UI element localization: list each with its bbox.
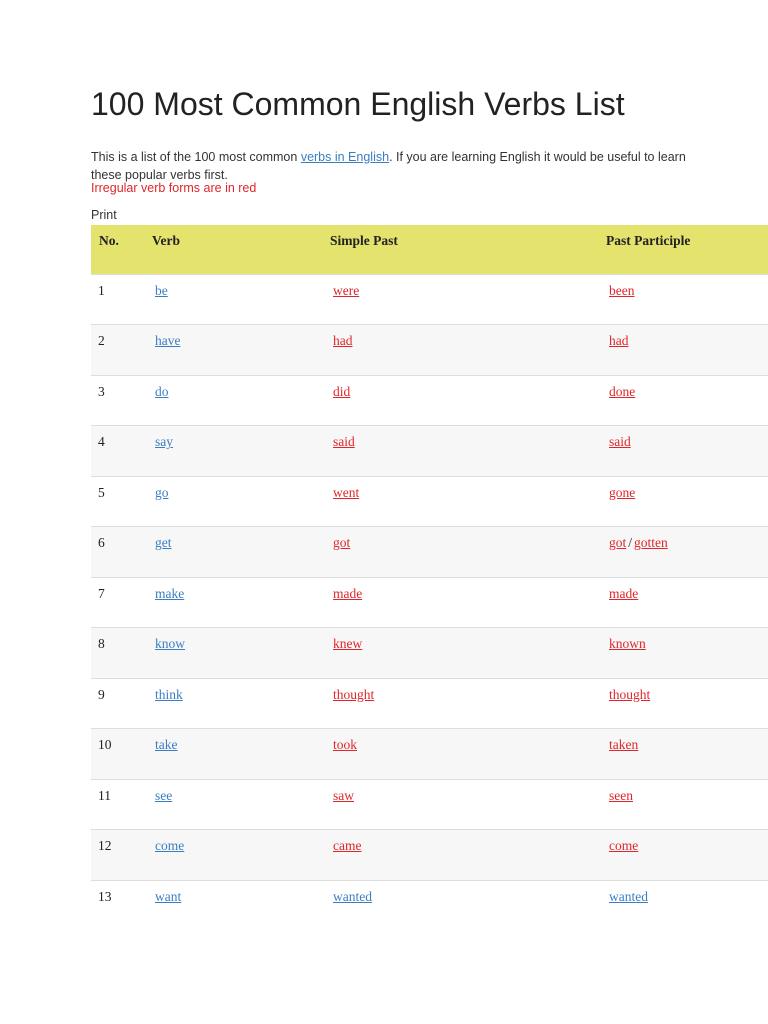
verb-link[interactable]: do: [155, 383, 169, 399]
past-participle-cell: [601, 577, 768, 628]
verb-link[interactable]: want: [155, 888, 182, 904]
past-participle-cell: [601, 476, 768, 527]
verb-link[interactable]: take: [155, 737, 178, 752]
table-row: [91, 779, 768, 830]
past-participle-cell: [601, 426, 768, 477]
verb-cell: [148, 325, 325, 376]
row-number: 13: [98, 888, 112, 904]
simple-past-cell: [325, 830, 601, 881]
row-number: 11: [98, 787, 111, 803]
past-participle-link[interactable]: wanted: [609, 888, 648, 904]
verb-link[interactable]: come: [155, 838, 185, 853]
past-participle-alt-link[interactable]: gotten: [634, 535, 668, 550]
verb-link[interactable]: have: [155, 333, 181, 348]
simple-past-link[interactable]: made: [333, 585, 363, 601]
intro-paragraph: [91, 148, 691, 184]
verb-cell: [148, 527, 325, 578]
simple-past-cell: [325, 729, 601, 780]
past-participle-link[interactable]: thought: [609, 686, 651, 702]
header-no: No.: [99, 233, 119, 248]
simple-past-cell: [325, 577, 601, 628]
page-title: 100 Most Common English Verbs List: [91, 86, 625, 122]
past-participle-cell: [601, 375, 768, 426]
row-number: 12: [98, 838, 112, 853]
verb-cell: [148, 729, 325, 780]
verb-cell: [148, 678, 325, 729]
irregular-note: Irregular verb forms are in red: [91, 181, 257, 195]
table-row: [91, 678, 768, 729]
verb-cell: [148, 375, 325, 426]
row-number: 1: [98, 282, 105, 298]
simple-past-link[interactable]: thought: [333, 686, 375, 702]
past-participle-cell: [601, 325, 768, 376]
past-participle-cell: [601, 779, 768, 830]
table-row: [91, 426, 768, 477]
table-row: [91, 628, 768, 679]
simple-past-link[interactable]: knew: [333, 636, 363, 651]
simple-past-link[interactable]: said: [333, 434, 355, 449]
verb-link[interactable]: say: [155, 434, 173, 449]
table-row: [91, 880, 768, 931]
verb-link[interactable]: think: [155, 686, 183, 702]
verb-cell: [148, 274, 325, 325]
verb-link[interactable]: get: [155, 535, 172, 550]
intro-text-before: This is a list of the 100 most common: [91, 149, 301, 164]
past-participle-cell: [601, 880, 768, 931]
verbs-table: [91, 225, 768, 931]
past-participle-link[interactable]: taken: [609, 737, 639, 752]
verb-cell: [148, 476, 325, 527]
simple-past-cell: [325, 527, 601, 578]
verb-link[interactable]: go: [155, 484, 169, 500]
print-link[interactable]: Print: [91, 208, 117, 222]
past-participle-link[interactable]: come: [609, 838, 639, 853]
simple-past-cell: [325, 426, 601, 477]
simple-past-link[interactable]: went: [333, 484, 360, 500]
simple-past-cell: [325, 325, 601, 376]
verb-cell: [148, 830, 325, 881]
past-participle-link[interactable]: made: [609, 585, 639, 601]
table-row: [91, 577, 768, 628]
row-number: 7: [98, 585, 105, 601]
simple-past-link[interactable]: were: [333, 282, 360, 298]
simple-past-cell: [325, 678, 601, 729]
table-row: [91, 830, 768, 881]
simple-past-cell: [325, 476, 601, 527]
past-participle-cell: [601, 678, 768, 729]
simple-past-cell: [325, 274, 601, 325]
verb-link[interactable]: know: [155, 636, 185, 651]
past-participle-link[interactable]: got: [609, 535, 627, 550]
table-row: [91, 274, 768, 325]
row-number: 9: [98, 686, 105, 702]
past-participle-link[interactable]: known: [609, 636, 646, 651]
table-body: [91, 274, 768, 931]
verb-cell: [148, 426, 325, 477]
past-participle-link[interactable]: said: [609, 434, 631, 449]
past-participle-cell: [601, 628, 768, 679]
row-number: 8: [98, 636, 105, 651]
simple-past-cell: [325, 375, 601, 426]
simple-past-link[interactable]: wanted: [333, 888, 372, 904]
header-simple-past: Simple Past: [330, 233, 398, 248]
past-participle-cell: [601, 274, 768, 325]
form-separator: /: [628, 535, 633, 550]
table-row: [91, 527, 768, 578]
table-row: [91, 325, 768, 376]
row-number: 5: [98, 484, 105, 500]
verb-link[interactable]: be: [155, 282, 168, 298]
simple-past-link[interactable]: saw: [333, 787, 354, 803]
simple-past-cell: [325, 779, 601, 830]
table-row: [91, 375, 768, 426]
header-past-participle: Past Participle: [606, 233, 691, 248]
header-verb: Verb: [152, 233, 181, 248]
verb-link[interactable]: make: [155, 585, 185, 601]
table-row: [91, 729, 768, 780]
past-participle-cell: [601, 830, 768, 881]
verb-link[interactable]: see: [155, 787, 173, 803]
past-participle-link[interactable]: seen: [609, 787, 633, 803]
simple-past-cell: [325, 628, 601, 679]
verb-cell: [148, 628, 325, 679]
past-participle-link[interactable]: been: [609, 282, 635, 298]
simple-past-cell: [325, 880, 601, 931]
intro-text-after: . If you are learning English it would be useful to learn these popular verbs first.: [91, 149, 686, 182]
past-participle-link[interactable]: done: [609, 383, 636, 399]
past-participle-link[interactable]: gone: [609, 484, 636, 500]
verb-cell: [148, 880, 325, 931]
verbs-in-english-link[interactable]: verbs in English: [300, 149, 390, 164]
simple-past-link[interactable]: did: [333, 383, 351, 399]
simple-past-link[interactable]: got: [333, 535, 351, 550]
simple-past-link[interactable]: came: [333, 838, 362, 853]
row-number: 3: [98, 383, 105, 399]
table-header-row: [91, 225, 768, 274]
simple-past-link[interactable]: took: [333, 737, 358, 752]
row-number: 10: [98, 737, 112, 752]
past-participle-cell: [601, 527, 768, 578]
simple-past-link[interactable]: had: [333, 333, 353, 348]
row-number: 4: [98, 434, 105, 449]
table-row: [91, 476, 768, 527]
verb-cell: [148, 577, 325, 628]
verb-cell: [148, 779, 325, 830]
past-participle-cell: [601, 729, 768, 780]
row-number: 2: [98, 333, 105, 348]
past-participle-link[interactable]: had: [609, 333, 629, 348]
row-number: 6: [98, 535, 105, 550]
